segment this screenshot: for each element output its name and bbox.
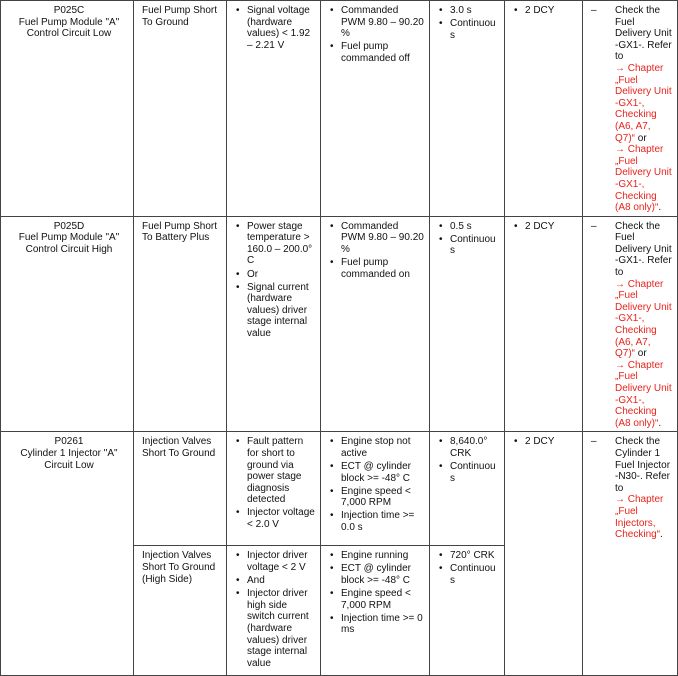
mil-item: • 2 DCY [513,5,578,17]
dash-marker: – [591,220,597,232]
enable-criteria [321,216,430,432]
action-text: Check the Cylinder 1 Fuel Injector -N30-. Refer to [615,436,671,494]
condition-item: • Injector driver voltage < 2 V [235,550,316,573]
chapter-link[interactable]: → Chapter „Fuel Injectors, Checking“ [615,494,664,541]
table-row [1,216,678,432]
time-required [430,216,505,432]
mil-item: • 2 DCY [513,221,578,233]
chapter-link[interactable]: → Chapter „Fuel Delivery Unit -GX1-, Checking (A6, A7, Q7)“ [615,62,672,144]
condition-item: • Injector voltage < 2.0 V [235,507,316,530]
action-cell [583,1,678,217]
period-text: . [658,417,662,429]
fault-type: Fuel Pump Short To Battery Plus [134,216,227,432]
criteria-item: • Injection time >= 0 ms [329,613,425,636]
mil-illumination [505,216,583,432]
fault-type: Injection Valves Short To Ground [134,432,227,546]
time-item: • 0.5 s [438,221,500,233]
condition-item: • Power stage temperature > 160.0 – 200.0° C [235,221,316,267]
dtc-code: P025D [53,220,85,232]
criteria-item: • Engine speed < 7,000 RPM [329,588,425,611]
criteria-item: • Commanded PWM 9.80 – 90.20 % [329,221,425,256]
dtc-description: Fuel Pump Module "A" Control Circuit High [18,232,120,255]
enable-criteria [321,1,430,217]
action-cell [583,432,678,676]
time-item: • Continuous [438,18,500,41]
dtc-code-cell [1,216,134,432]
criteria-item: • ECT @ cylinder block >= -48° C [329,461,425,484]
action-text: Check the Fuel Delivery Unit -GX1-. Refer to [615,5,672,63]
fault-type: Fuel Pump Short To Ground [134,1,227,217]
dash-marker: – [591,5,597,16]
dtc-description: Cylinder 1 Injector "A" Circuit Low [20,447,118,471]
time-item: • 8,640.0° CRK [438,436,500,459]
condition-item: • And [235,575,316,587]
or-text: or [635,132,647,144]
condition-item: • Injector driver high side switch current (hardware values) driver stage internal value [235,588,316,669]
dtc-code: P025C [53,5,85,16]
monitor-conditions [227,216,321,432]
criteria-item: • Engine stop not active [329,436,425,459]
monitor-conditions [227,1,321,217]
mil-illumination [505,1,583,217]
enable-criteria [321,432,430,546]
condition-item: • Fault pattern for short to ground via power stage diagnosis detected [235,436,316,506]
criteria-item: • Injection time >= 0.0 s [329,510,425,533]
criteria-item: • Engine running [329,550,425,562]
table-row [1,1,678,217]
time-item: • Continuous [438,234,500,257]
mil-item: • 2 DCY [513,436,578,448]
criteria-item: • ECT @ cylinder block >= -48° C [329,563,425,586]
dtc-code-cell [1,432,134,676]
monitor-conditions [227,546,321,676]
condition-item: • Signal voltage (hardware values) < 1.92 – 2.21 V [235,5,316,51]
chapter-link[interactable]: → Chapter „Fuel Delivery Unit -GX1-, Checking (A6, A7, Q7)“ [615,278,672,360]
time-required [430,432,505,546]
time-item: • 3.0 s [438,5,500,17]
monitor-conditions [227,432,321,546]
time-required [430,1,505,217]
or-text: or [635,348,647,360]
time-item: • Continuous [438,563,500,586]
chapter-link[interactable]: → Chapter „Fuel Delivery Unit -GX1-, Checking (A8 only)“ [615,359,672,429]
table-row [1,432,678,546]
mil-illumination [505,432,583,676]
period-text: . [658,202,662,214]
fault-type: Injection Valves Short To Ground (High Side) [134,546,227,676]
time-item: • 720° CRK [438,550,500,562]
criteria-item: • Commanded PWM 9.80 – 90.20 % [329,5,425,40]
condition-item: • Or [235,269,316,281]
period-text: . [660,529,663,541]
dtc-code: P0261 [54,436,84,448]
enable-criteria [321,546,430,676]
time-required [430,546,505,676]
criteria-item: • Engine speed < 7,000 RPM [329,486,425,509]
action-text: Check the Fuel Delivery Unit -GX1-. Refer to [615,220,672,279]
criteria-item: • Fuel pump commanded off [329,41,425,64]
dtc-description: Fuel Pump Module "A" Control Circuit Low [18,16,120,40]
dtc-code-cell [1,1,134,217]
time-item: • Continuous [438,461,500,484]
condition-item: • Signal current (hardware values) driver stage internal value [235,282,316,340]
criteria-item: • Fuel pump commanded on [329,257,425,280]
chapter-link[interactable]: → Chapter „Fuel Delivery Unit -GX1-, Checking (A8 only)“ [615,144,672,214]
dash-marker: – [591,436,597,448]
action-cell [583,216,678,432]
